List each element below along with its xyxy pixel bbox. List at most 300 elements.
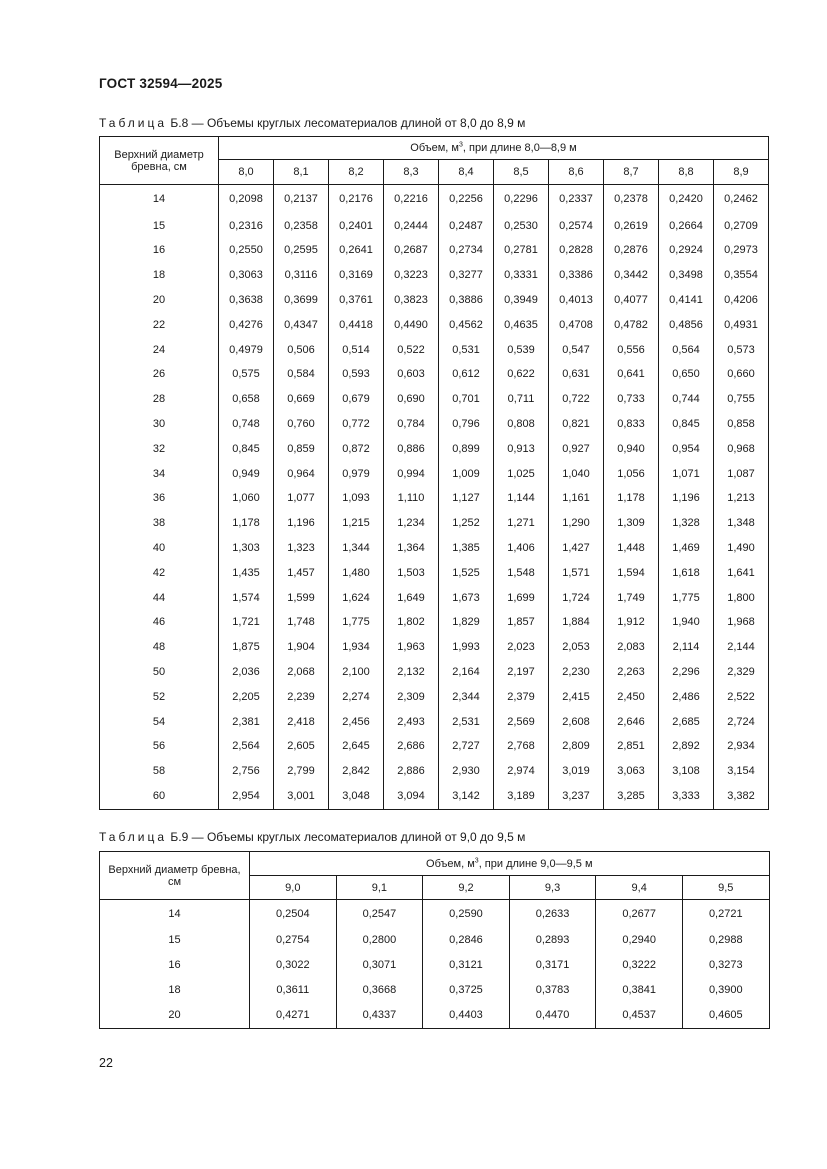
- volume-cell: 3,154: [714, 759, 769, 784]
- volume-cell: 0,556: [604, 337, 659, 362]
- column-header-length: 9,2: [423, 876, 510, 900]
- volume-cell: 0,3071: [336, 953, 423, 978]
- volume-cell: 2,296: [659, 660, 714, 685]
- diameter-cell: 56: [100, 734, 219, 759]
- volume-cell: 0,3116: [274, 263, 329, 288]
- volume-cell: 1,025: [494, 461, 549, 486]
- table-caption: [99, 116, 525, 130]
- volume-cell: 1,624: [329, 585, 384, 610]
- volume-cell: 0,3900: [682, 978, 769, 1003]
- volume-cell: 0,821: [549, 412, 604, 437]
- volume-cell: 0,733: [604, 387, 659, 412]
- volume-cell: 0,3841: [596, 978, 683, 1003]
- table-label: Таблица: [99, 116, 168, 130]
- document-header: ГОСТ 32594—2025: [99, 76, 223, 91]
- volume-cell: 0,4470: [509, 1003, 596, 1029]
- table-row: [100, 461, 769, 486]
- volume-cell: 2,309: [384, 684, 439, 709]
- volume-cell: 1,649: [384, 585, 439, 610]
- volume-cell: 1,968: [714, 610, 769, 635]
- table-title: Б.8 — Объемы круглых лесоматериалов длиной от 8,0 до 8,9 м: [167, 116, 526, 130]
- volume-cell: 1,469: [659, 536, 714, 561]
- volume-cell: 0,3725: [423, 978, 510, 1003]
- volume-cell: 0,4635: [494, 312, 549, 337]
- volume-cell: 0,3699: [274, 288, 329, 313]
- column-header-length: 9,3: [509, 876, 596, 900]
- volume-cell: 0,3273: [682, 953, 769, 978]
- volume-cell: 0,2828: [549, 238, 604, 263]
- column-header-diameter: Верхний диаметр бревна, см: [100, 852, 250, 900]
- volume-cell: 1,548: [494, 560, 549, 585]
- volume-cell: 1,448: [604, 536, 659, 561]
- table-caption: [99, 830, 525, 844]
- volume-cell: 3,285: [604, 784, 659, 810]
- volume-cell: 2,605: [274, 734, 329, 759]
- volume-cell: 3,333: [659, 784, 714, 810]
- volume-cell: 0,964: [274, 461, 329, 486]
- volume-cell: 2,036: [219, 660, 274, 685]
- diameter-cell: 16: [100, 238, 219, 263]
- volume-cell: 1,934: [329, 635, 384, 660]
- volume-cell: 1,875: [219, 635, 274, 660]
- volume-cell: 1,480: [329, 560, 384, 585]
- volume-cell: 2,934: [714, 734, 769, 759]
- volume-cell: 0,2687: [384, 238, 439, 263]
- table-title: Б.9 — Объемы круглых лесоматериалов длиной от 9,0 до 9,5 м: [167, 830, 526, 844]
- table-row: [100, 660, 769, 685]
- volume-cell: 0,3442: [604, 263, 659, 288]
- volume-cell: 0,4537: [596, 1003, 683, 1029]
- diameter-cell: 18: [100, 978, 250, 1003]
- volume-cell: 1,699: [494, 585, 549, 610]
- volume-cell: 0,899: [439, 436, 494, 461]
- volume-cell: 0,845: [659, 412, 714, 437]
- volume-cell: 0,2734: [439, 238, 494, 263]
- volume-cell: 0,641: [604, 362, 659, 387]
- volume-cell: 1,748: [274, 610, 329, 635]
- volume-cell: 0,808: [494, 412, 549, 437]
- volume-cell: 0,2550: [219, 238, 274, 263]
- volume-cell: 0,2504: [250, 900, 337, 928]
- volume-cell: 0,584: [274, 362, 329, 387]
- diameter-cell: 58: [100, 759, 219, 784]
- volume-cell: 0,690: [384, 387, 439, 412]
- volume-cell: 2,685: [659, 709, 714, 734]
- diameter-cell: 32: [100, 436, 219, 461]
- volume-cell: 0,4418: [329, 312, 384, 337]
- table-row: [100, 684, 769, 709]
- volume-cell: 1,178: [219, 511, 274, 536]
- volume-cell: 1,749: [604, 585, 659, 610]
- volume-cell: 0,4013: [549, 288, 604, 313]
- volume-cell: 0,2487: [439, 213, 494, 238]
- volume-cell: 2,569: [494, 709, 549, 734]
- volume-cell: 0,722: [549, 387, 604, 412]
- volume-cell: 1,196: [274, 511, 329, 536]
- table-row: [100, 709, 769, 734]
- table-row: [100, 734, 769, 759]
- volume-cell: 2,756: [219, 759, 274, 784]
- diameter-cell: 48: [100, 635, 219, 660]
- volume-table-b8: [99, 136, 769, 810]
- volume-cell: 0,2677: [596, 900, 683, 928]
- volume-cell: 1,940: [659, 610, 714, 635]
- volume-cell: 0,3783: [509, 978, 596, 1003]
- volume-cell: 1,427: [549, 536, 604, 561]
- column-header-length: 8,7: [604, 160, 659, 185]
- volume-cell: 2,522: [714, 684, 769, 709]
- volume-cell: 1,912: [604, 610, 659, 635]
- table-row: [100, 1003, 770, 1029]
- volume-cell: 0,968: [714, 436, 769, 461]
- volume-cell: 0,701: [439, 387, 494, 412]
- volume-cell: 0,954: [659, 436, 714, 461]
- volume-cell: 0,2137: [274, 185, 329, 214]
- table-row: [100, 585, 769, 610]
- volume-cell: 0,744: [659, 387, 714, 412]
- volume-cell: 1,435: [219, 560, 274, 585]
- diameter-cell: 15: [100, 928, 250, 953]
- volume-cell: 2,239: [274, 684, 329, 709]
- column-header-length: 8,9: [714, 160, 769, 185]
- volume-cell: 2,727: [439, 734, 494, 759]
- volume-cell: 1,110: [384, 486, 439, 511]
- volume-cell: 0,3222: [596, 953, 683, 978]
- volume-cell: 1,385: [439, 536, 494, 561]
- volume-cell: 2,144: [714, 635, 769, 660]
- volume-cell: 0,4562: [439, 312, 494, 337]
- column-header-length: 8,2: [329, 160, 384, 185]
- volume-cell: 0,4490: [384, 312, 439, 337]
- column-header-length: 8,3: [384, 160, 439, 185]
- diameter-cell: 50: [100, 660, 219, 685]
- volume-cell: 1,599: [274, 585, 329, 610]
- volume-cell: 0,755: [714, 387, 769, 412]
- volume-cell: 1,457: [274, 560, 329, 585]
- volume-cell: 1,040: [549, 461, 604, 486]
- volume-cell: 0,3121: [423, 953, 510, 978]
- column-header-length: 8,0: [219, 160, 274, 185]
- table-row: [100, 312, 769, 337]
- table-row: [100, 784, 769, 810]
- volume-cell: 1,060: [219, 486, 274, 511]
- column-group-header-volume: Объем, $м^3$, при длине 9,0—9,5 м: [250, 852, 770, 876]
- volume-cell: 0,660: [714, 362, 769, 387]
- volume-cell: 1,196: [659, 486, 714, 511]
- volume-cell: 0,564: [659, 337, 714, 362]
- volume-cell: 0,4141: [659, 288, 714, 313]
- volume-cell: 0,2595: [274, 238, 329, 263]
- volume-cell: 2,564: [219, 734, 274, 759]
- volume-cell: 0,2401: [329, 213, 384, 238]
- volume-cell: 1,594: [604, 560, 659, 585]
- volume-cell: 0,3223: [384, 263, 439, 288]
- volume-cell: 1,071: [659, 461, 714, 486]
- volume-cell: 2,493: [384, 709, 439, 734]
- volume-cell: 2,379: [494, 684, 549, 709]
- volume-cell: 2,415: [549, 684, 604, 709]
- volume-cell: 0,573: [714, 337, 769, 362]
- volume-cell: 3,142: [439, 784, 494, 810]
- volume-cell: 1,525: [439, 560, 494, 585]
- volume-cell: 0,2316: [219, 213, 274, 238]
- volume-cell: 3,237: [549, 784, 604, 810]
- volume-cell: 0,2754: [250, 928, 337, 953]
- volume-cell: 3,108: [659, 759, 714, 784]
- volume-cell: 2,083: [604, 635, 659, 660]
- volume-cell: 2,646: [604, 709, 659, 734]
- diameter-cell: 42: [100, 560, 219, 585]
- volume-cell: 0,612: [439, 362, 494, 387]
- volume-cell: 0,2098: [219, 185, 274, 214]
- table-row: [100, 337, 769, 362]
- volume-cell: 0,2176: [329, 185, 384, 214]
- volume-cell: 0,4782: [604, 312, 659, 337]
- volume-cell: 0,3638: [219, 288, 274, 313]
- volume-cell: 1,323: [274, 536, 329, 561]
- volume-cell: 3,063: [604, 759, 659, 784]
- volume-cell: 0,949: [219, 461, 274, 486]
- volume-cell: 0,2462: [714, 185, 769, 214]
- volume-cell: 1,673: [439, 585, 494, 610]
- volume-cell: 1,213: [714, 486, 769, 511]
- table-label: Таблица: [99, 830, 168, 844]
- volume-cell: 0,3823: [384, 288, 439, 313]
- table-row: [100, 387, 769, 412]
- volume-cell: 0,4337: [336, 1003, 423, 1029]
- volume-cell: 1,290: [549, 511, 604, 536]
- volume-cell: 2,809: [549, 734, 604, 759]
- volume-cell: 1,800: [714, 585, 769, 610]
- volume-cell: 1,641: [714, 560, 769, 585]
- volume-cell: 0,669: [274, 387, 329, 412]
- volume-cell: 1,571: [549, 560, 604, 585]
- diameter-cell: 38: [100, 511, 219, 536]
- volume-cell: 0,3277: [439, 263, 494, 288]
- volume-cell: 0,2721: [682, 900, 769, 928]
- table-row: [100, 486, 769, 511]
- volume-cell: 0,3171: [509, 953, 596, 978]
- volume-cell: 0,4605: [682, 1003, 769, 1029]
- volume-cell: 0,4856: [659, 312, 714, 337]
- table-row: [100, 978, 770, 1003]
- volume-cell: 1,775: [659, 585, 714, 610]
- volume-cell: 2,023: [494, 635, 549, 660]
- table-row: [100, 362, 769, 387]
- volume-cell: 0,2619: [604, 213, 659, 238]
- volume-cell: 2,886: [384, 759, 439, 784]
- volume-cell: 3,382: [714, 784, 769, 810]
- diameter-cell: 52: [100, 684, 219, 709]
- volume-cell: 1,721: [219, 610, 274, 635]
- volume-cell: 2,197: [494, 660, 549, 685]
- volume-cell: 0,4347: [274, 312, 329, 337]
- volume-cell: 2,450: [604, 684, 659, 709]
- volume-cell: 0,796: [439, 412, 494, 437]
- volume-cell: 2,381: [219, 709, 274, 734]
- volume-cell: 0,760: [274, 412, 329, 437]
- table-row: [100, 536, 769, 561]
- volume-cell: 1,963: [384, 635, 439, 660]
- volume-cell: 0,3331: [494, 263, 549, 288]
- table-row: [100, 412, 769, 437]
- column-header-length: 8,6: [549, 160, 604, 185]
- table-row: [100, 213, 769, 238]
- volume-cell: 0,3761: [329, 288, 384, 313]
- volume-cell: 0,650: [659, 362, 714, 387]
- volume-cell: 0,531: [439, 337, 494, 362]
- diameter-cell: 16: [100, 953, 250, 978]
- diameter-cell: 60: [100, 784, 219, 810]
- volume-cell: 0,2358: [274, 213, 329, 238]
- volume-cell: 1,993: [439, 635, 494, 660]
- diameter-cell: 40: [100, 536, 219, 561]
- column-header-length: 9,0: [250, 876, 337, 900]
- volume-cell: 1,344: [329, 536, 384, 561]
- volume-cell: 1,056: [604, 461, 659, 486]
- table-row: [100, 635, 769, 660]
- diameter-cell: 34: [100, 461, 219, 486]
- volume-cell: 0,522: [384, 337, 439, 362]
- volume-cell: 0,3949: [494, 288, 549, 313]
- volume-cell: 2,114: [659, 635, 714, 660]
- volume-cell: 1,884: [549, 610, 604, 635]
- column-header-length: 8,4: [439, 160, 494, 185]
- volume-cell: 0,2216: [384, 185, 439, 214]
- column-group-header-volume: Объем, $м^3$, при длине 8,0—8,9 м: [219, 137, 769, 160]
- volume-cell: 1,309: [604, 511, 659, 536]
- volume-cell: 0,845: [219, 436, 274, 461]
- volume-table-b9: [99, 851, 770, 1029]
- volume-cell: 2,205: [219, 684, 274, 709]
- column-header-diameter: Верхний диаметр бревна, см: [100, 137, 219, 185]
- volume-cell: 1,328: [659, 511, 714, 536]
- column-header-length: 8,1: [274, 160, 329, 185]
- volume-cell: 0,4931: [714, 312, 769, 337]
- volume-cell: 2,531: [439, 709, 494, 734]
- volume-cell: 0,2296: [494, 185, 549, 214]
- volume-cell: 0,2781: [494, 238, 549, 263]
- column-header-length: 8,8: [659, 160, 714, 185]
- volume-cell: 0,2378: [604, 185, 659, 214]
- volume-cell: 0,2641: [329, 238, 384, 263]
- volume-cell: 0,3668: [336, 978, 423, 1003]
- diameter-cell: 22: [100, 312, 219, 337]
- volume-cell: 2,053: [549, 635, 604, 660]
- volume-cell: 0,784: [384, 412, 439, 437]
- volume-cell: 1,618: [659, 560, 714, 585]
- volume-cell: 1,724: [549, 585, 604, 610]
- volume-cell: 0,4271: [250, 1003, 337, 1029]
- volume-cell: 0,772: [329, 412, 384, 437]
- volume-cell: 0,859: [274, 436, 329, 461]
- volume-cell: 2,608: [549, 709, 604, 734]
- volume-cell: 2,799: [274, 759, 329, 784]
- volume-cell: 0,2530: [494, 213, 549, 238]
- diameter-cell: 20: [100, 1003, 250, 1029]
- table-row: [100, 953, 770, 978]
- volume-cell: 0,631: [549, 362, 604, 387]
- volume-cell: 0,979: [329, 461, 384, 486]
- volume-cell: 2,645: [329, 734, 384, 759]
- table-row: [100, 288, 769, 313]
- volume-cell: 0,940: [604, 436, 659, 461]
- volume-cell: 3,001: [274, 784, 329, 810]
- volume-cell: 0,3169: [329, 263, 384, 288]
- diameter-cell: 26: [100, 362, 219, 387]
- volume-cell: 2,892: [659, 734, 714, 759]
- volume-cell: 1,215: [329, 511, 384, 536]
- volume-cell: 2,274: [329, 684, 384, 709]
- volume-cell: 1,093: [329, 486, 384, 511]
- volume-cell: 1,178: [604, 486, 659, 511]
- volume-cell: 0,658: [219, 387, 274, 412]
- volume-cell: 0,858: [714, 412, 769, 437]
- volume-cell: 3,019: [549, 759, 604, 784]
- volume-cell: 0,3063: [219, 263, 274, 288]
- diameter-cell: 30: [100, 412, 219, 437]
- volume-cell: 2,068: [274, 660, 329, 685]
- volume-cell: 2,974: [494, 759, 549, 784]
- diameter-cell: 36: [100, 486, 219, 511]
- volume-cell: 2,230: [549, 660, 604, 685]
- volume-cell: 0,994: [384, 461, 439, 486]
- volume-cell: 2,724: [714, 709, 769, 734]
- volume-cell: 0,2664: [659, 213, 714, 238]
- volume-cell: 2,418: [274, 709, 329, 734]
- volume-cell: 1,271: [494, 511, 549, 536]
- diameter-cell: 44: [100, 585, 219, 610]
- volume-cell: 0,2800: [336, 928, 423, 953]
- table-row: [100, 928, 770, 953]
- diameter-cell: 14: [100, 185, 219, 214]
- volume-cell: 0,872: [329, 436, 384, 461]
- volume-cell: 0,886: [384, 436, 439, 461]
- volume-cell: 1,503: [384, 560, 439, 585]
- table-row: [100, 560, 769, 585]
- volume-cell: 0,2633: [509, 900, 596, 928]
- volume-cell: 0,748: [219, 412, 274, 437]
- volume-cell: 2,768: [494, 734, 549, 759]
- volume-cell: 2,930: [439, 759, 494, 784]
- diameter-cell: 15: [100, 213, 219, 238]
- volume-cell: 0,506: [274, 337, 329, 362]
- volume-cell: 0,2893: [509, 928, 596, 953]
- volume-cell: 0,711: [494, 387, 549, 412]
- volume-cell: 3,094: [384, 784, 439, 810]
- volume-cell: 2,329: [714, 660, 769, 685]
- diameter-cell: 14: [100, 900, 250, 928]
- volume-cell: 0,3498: [659, 263, 714, 288]
- volume-cell: 0,3386: [549, 263, 604, 288]
- volume-cell: 2,132: [384, 660, 439, 685]
- diameter-cell: 18: [100, 263, 219, 288]
- volume-cell: 1,009: [439, 461, 494, 486]
- volume-cell: 2,456: [329, 709, 384, 734]
- volume-cell: 0,2973: [714, 238, 769, 263]
- column-header-length: 8,5: [494, 160, 549, 185]
- volume-cell: 0,913: [494, 436, 549, 461]
- volume-cell: 0,622: [494, 362, 549, 387]
- volume-cell: 1,857: [494, 610, 549, 635]
- volume-cell: 0,3886: [439, 288, 494, 313]
- volume-cell: 1,775: [329, 610, 384, 635]
- volume-cell: 0,4276: [219, 312, 274, 337]
- volume-cell: 0,2590: [423, 900, 510, 928]
- volume-cell: 0,603: [384, 362, 439, 387]
- volume-cell: 1,303: [219, 536, 274, 561]
- column-header-length: 9,5: [682, 876, 769, 900]
